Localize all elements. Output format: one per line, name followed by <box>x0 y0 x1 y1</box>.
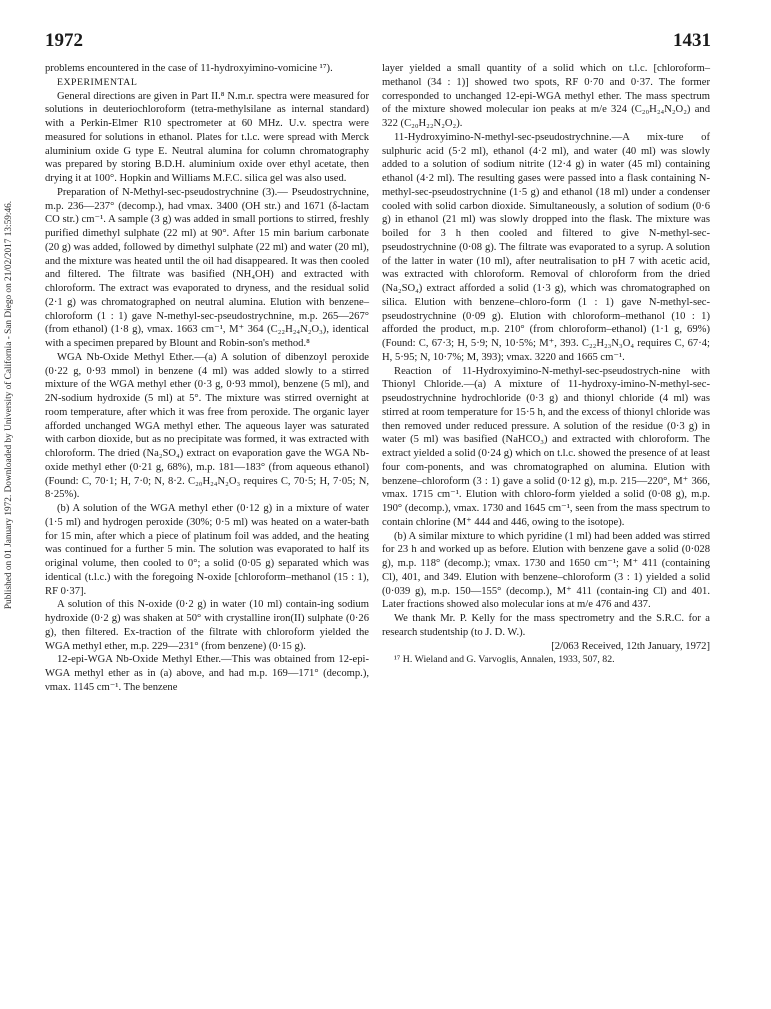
paragraph-hydroxyimino: 11-Hydroxyimino-N-methyl-sec-pseudostrychnine.—A mix-ture of sulphuric acid (5·2 ml), ethanol (4·2 ml), and water (40 ml) was slowly added to a solution of sodium nitrite (12·4 g) in water (45 ml) containing ethanol (4·2 ml). The resulting gases were passed into a flask containing N-methyl-sec-pseudostrychnine (1·5 g) and ethanol (18 ml) under a condenser cooled with solid carbon dioxide. Simultaneously, a solution of sodium (0·6 g) in ethanol (21 ml) was slowly dropped into the flask. The mixture was boiled for 3 h then cooled and filtered to give N-methyl-sec-pseudostrychnine (0·08 g). The filtrate was evaporated to a syrup. A solution of the latter in water (10 ml), after neutralisation to pH 7 with acetic acid, was extracted with chloroform. Removal of chloroform from the dried (Na₂SO₄) extract afforded a solid (1·3 g), which was chromatographed on silica. Elution with benzene–chloro-form (1 : 1) gave N-methyl-sec-pseudostrychnine (0·09 g). Elution with chloroform–methanol (10 : 1) afforded the product, m.p. 210° (from chloroform–ethanol) (1·1 g, 69%) (Found: C, 67·3; H, 5·9; N, 10·5%; M⁺, 393. C₂₂H₂₃N₃O₄ requires C, 67·4; H, 5·95; N, 10·7%; M, 393); νmax. 3220 and 1665 cm⁻¹. <box>382 131 710 363</box>
right-column <box>382 62 710 667</box>
paragraph-continued: layer yielded a small quantity of a solid which on t.l.c. [chloroform–methanol (34 : 1)] showed two spots, RF 0·70 and 0·37. The former corresponded to unchanged 12-epi-WGA methyl ether. The mass spectrum of the mixture showed molecular ion peaks at m/e 324 (C₂₀H₂₄N₂O₂) and 322 (C₂₀H₂₂N₂O₂). <box>382 63 710 129</box>
paragraph-preparation: Preparation of N-Methyl-sec-pseudostrychnine (3).— Pseudostrychnine, m.p. 236—237° (decomp.), had νmax. 3400 (OH str.) and 1671 (δ-lactam CO str.) cm⁻¹. A sample (3 g) was added in small portions to stirred, freshly purified dimethyl sulphate (22 ml) at 90°. After 15 min barium carbonate (20 g) was added, followed by dimethyl sulphate (22 ml) and water (20 ml), and the mixture was heated until the oil had disappeared. It was then cooled and filtered. The filtrate was basified (NH₄OH) and extracted with chloroform. The extract was evaporated to dryness, and the residual solid (2·1 g) was chromatographed on neutral alumina. Elution with benzene–chloroform (1 : 1) gave N-methyl-sec-pseudostrychnine, m.p. 265—267° (from ethanol) (1·8 g), νmax. 1663 cm⁻¹, M⁺ 364 (C₂₂H₂₄N₂O₃), identical with a specimen prepared by Blount and Robin-son's method.⁸ <box>45 186 369 349</box>
experimental-heading: EXPERIMENTAL <box>57 76 138 88</box>
download-watermark-text: Published on 01 January 1972. Downloaded by University of California - San Diego on 21/02/2017 13:59:46. <box>4 200 14 610</box>
paragraph-thionyl-a: Reaction of 11-Hydroxyimino-N-methyl-sec-pseudostrych-nine with Thionyl Chloride.—(a) A mixture of 11-hydroxy-imino-N-methyl-sec-pseudostrychnine hydrochloride (0·3 g) and thionyl chloride (4 ml) was stirred at room temperature for 15·5 h, and the excess of thionyl chloride was then removed under reduced pressure. A solution of the residue (0·3 g) in water (5 ml) was basified (NaHCO₃) and extracted with chloroform. The extract yielded a solid (0·24 g) which on t.l.c. showed the presence of at least four com-ponents, and was chromatographed on alumina. Elution with benzene–chloroform (3 : 1) gave a solid (0·12 g), m.p. 215—220°, M⁺ 366, νmax. 1715 cm⁻¹. Elution with chloro-form yielded a solid (0·08 g), m.p. 190° (decomp.), νmax. 1730 and 1645 cm⁻¹, seen from the mass spectrum to contain chlorine (M⁺ 444 and 446, owing to the isotope). <box>382 365 710 528</box>
footnote: ¹⁷ H. Wieland and G. Varvoglis, Annalen, 1933, 507, 82. <box>394 654 615 666</box>
received-date: [2/063 Received, 12th January, 1972] <box>551 640 710 652</box>
paragraph-thionyl-b: (b) A similar mixture to which pyridine (1 ml) had been added was stirred for 23 h and worked up as before. Elution with benzene gave a solid (0·028 g), m.p. 118° (decomp.); νmax. 1730 and 1650 cm⁻¹; M⁺ 411 (containing Cl), 401, and 349. Elution with benzene–chloroform (3 : 1) yielded a solid (0·039 g), m.p. 150—155° (decomp.), M⁺ 411 (contain-ing Cl) and 401. Later fractions showed also molecular ions at m/e 476 and 437. <box>382 530 710 611</box>
paragraph-wga-oxide-a: WGA Nb-Oxide Methyl Ether.—(a) A solution of dibenzoyl peroxide (0·22 g, 0·93 mmol) in benzene (4 ml) was added slowly to a stirred mixture of the WGA methyl ether (0·3 g, 0·93 mmol), benzene (5 ml), and 2N-sodium hydroxide (5 ml) at 5°. The mixture was stirred overnight at room temperature, after which it was free from peroxide. The organic layer afforded unchanged WGA methyl ether. The aqueous layer was saturated with carbon dioxide, but as no precipitate was formed, it was extracted with chloroform. The dried (Na₂SO₄) extract on evaporation gave the WGA Nb-oxide methyl ether (0·21 g, 68%), m.p. 181—183° (from aqueous ethanol) (Found: C, 70·1; H, 7·0; N, 8·2. C₂₀H₂₄N₂O₃ requires C, 70·5; H, 7·05; N, 8·25%). <box>45 351 369 501</box>
paragraph-12-epi: 12-epi-WGA Nb-Oxide Methyl Ether.—This was obtained from 12-epi-WGA methyl ether as in (a) above, and had m.p. 169—171° (decomp.), νmax. 1145 cm⁻¹. The benzene <box>45 654 369 693</box>
paragraph-general-directions: General directions are given in Part II.⁸ N.m.r. spectra were measured for solutions in deuteriochloroform (tetra-methylsilane as internal standard) with a Perkin-Elmer R10 spectrometer at 60 MHz. U.v. spectra were measured for solutions in ethanol. Plates for t.l.c. were spread with Merck aluminium oxide G type E. Neutral alumina for column chromatography was prepared by storing B.D.H. aluminium oxide over ethyl acetate, then drying it at 100°. Hopkin and Williams M.F.C. silica gel was also used. <box>45 90 369 184</box>
acknowledgements: We thank Mr. P. Kelly for the mass spectrometry and the S.R.C. for a research studentship (to J. D. W.). <box>382 613 710 638</box>
page-number-left: 1972 <box>45 30 83 51</box>
left-column <box>45 62 369 695</box>
paragraph-wga-oxide-b: (b) A solution of the WGA methyl ether (0·12 g) in a mixture of water (1·5 ml) and hydrogen peroxide (30%; 0·5 ml) was heated on a water-bath for 15 min, after which a piece of platinum foil was added, and the heating was continued for a further 5 min. The solution was evaporated to half its original volume, then cooled to 0°; a solid (0·05 g) separated which was identical (t.l.c.) with the foregoing N-oxide [chloroform–methanol (15 : 1), RF 0·37]. <box>45 503 369 597</box>
download-watermark <box>2 155 16 655</box>
paragraph-intro-end: problems encountered in the case of 11-hydroxyimino-vomicine ¹⁷). <box>45 63 333 74</box>
page-number-right: 1431 <box>673 30 711 51</box>
paragraph-n-oxide-reduction: A solution of this N-oxide (0·2 g) in water (10 ml) contain-ing sodium hydroxide (0·2 g) was shaken at 50° with crystalline iron(II) sulphate (0·26 g), then filtered. Ex-traction of the filtrate with chloroform yielded the WGA methyl ether, m.p. 229—231° (from benzene) (0·15 g). <box>45 599 369 652</box>
